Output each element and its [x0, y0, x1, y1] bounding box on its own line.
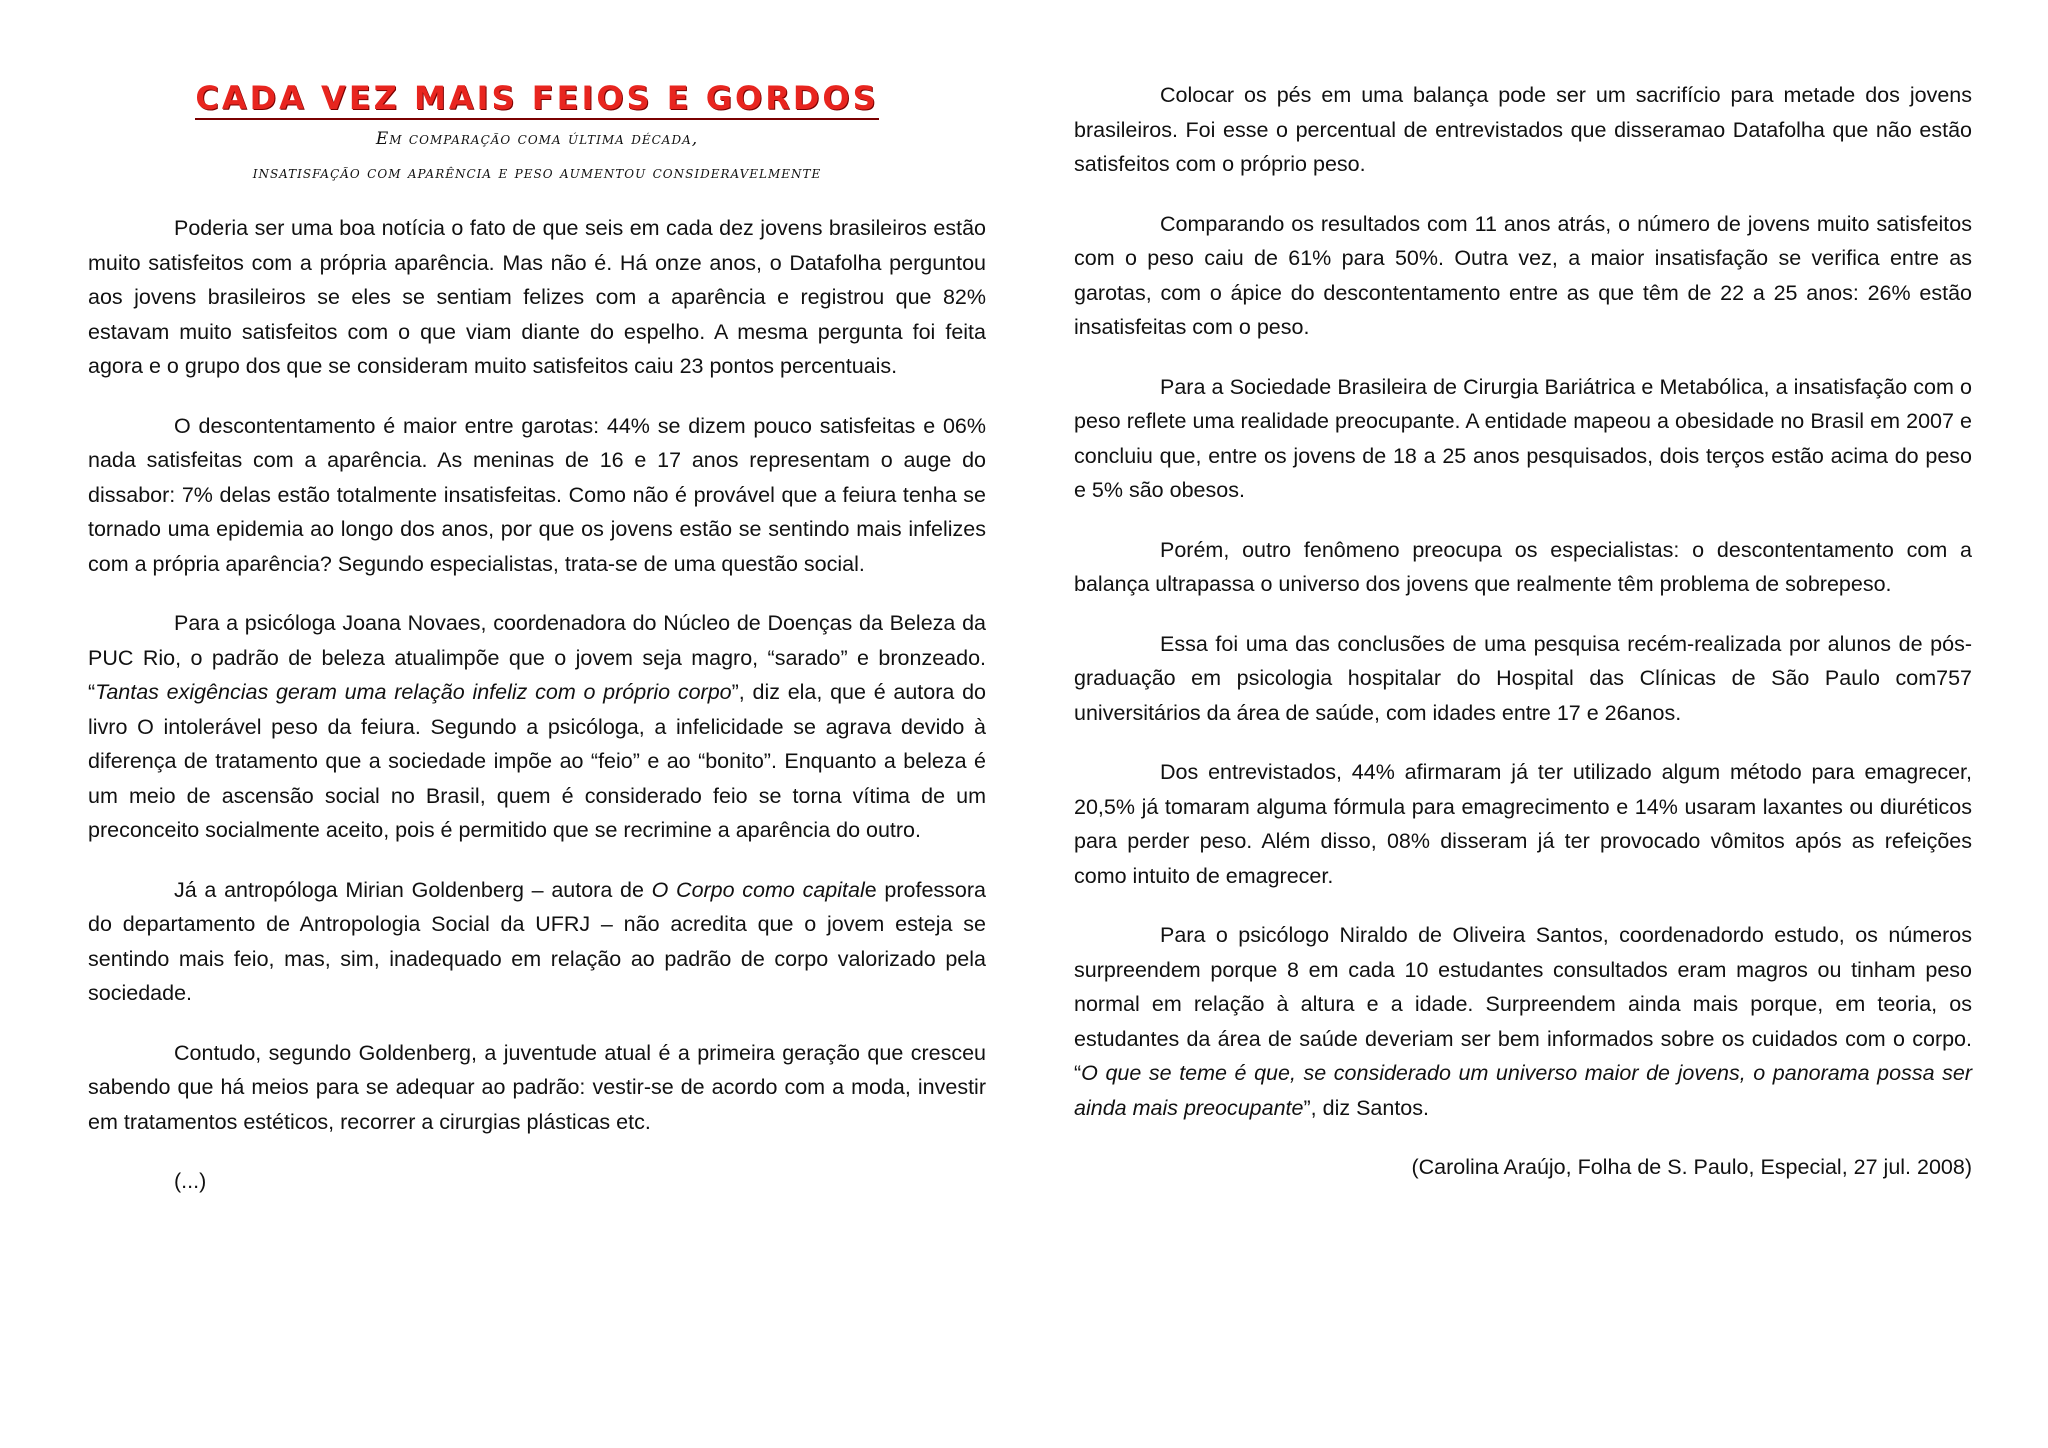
- paragraph-text: e professora do departamento de Antropologia Social da UFRJ – não acredita que o jovem esteja se sentindo mais feio, mas, sim, inadequado em relação ao padrão de corpo valorizado pela sociedade.: [88, 877, 986, 1005]
- paragraph: [88, 606, 986, 848]
- paragraph-text: ”, diz ela, que é autora do livro O intolerável peso da feiura. Segundo a psicóloga, a infelicidade se agrava devido à diferença de tratamento que a sociedade impõe ao “feio” e ao “bonito”. Enquanto a beleza é um meio de ascensão social no Brasil, quem é considerado feio se torna vítima de um preconceito socialmente aceito, pois é permitido que se recrimine a aparência do outro.: [88, 680, 986, 842]
- paragraph: [1074, 918, 1972, 1125]
- ellipsis: (...): [174, 1169, 207, 1193]
- right-column: [1074, 78, 1972, 1185]
- paragraph: Contudo, segundo Goldenberg, a juventude atual é a primeira geração que cresceu sabendo que há meios para se adequar ao padrão: vestir-se de acordo com a moda, investir em tratamentos estéticos, recorrer a cirurgias plásticas etc.: [88, 1040, 986, 1134]
- paragraph: Poderia ser uma boa notícia o fato de que seis em cada dez jovens brasileiros estão muito satisfeitos com a própria aparência. Mas não é. Há onze anos, o Datafolha perguntou aos jovens brasileiros se eles se sentiam felizes com a aparência e registrou que 82% estavam muito satisfeitos com o que viam diante do espelho. A mesma pergunta foi feita agora e o grupo dos que se consideram muito satisfeitos caiu 23 pontos percentuais.: [88, 216, 986, 378]
- paragraph-text: Para a psicóloga Joana Novaes, coordenadora do Núcleo de Doenças da Beleza da PUC Rio, o padrão de beleza atualimpõe que o jovem seja magro, “sarado” e bronzeado. “: [88, 611, 986, 704]
- source-credit: (Carolina Araújo, Folha de S. Paulo, Especial, 27 jul. 2008): [1411, 1155, 1972, 1179]
- left-body: [88, 211, 986, 1199]
- article-title-text: CADA VEZ MAIS FEIOS E GORDOS: [195, 79, 878, 120]
- book-title-italic: O Corpo como capital: [651, 877, 865, 902]
- paragraph: Dos entrevistados, 44% afirmaram já ter utilizado algum método para emagrecer, 20,5% já tomaram alguma fórmula para emagrecimento e 14% usaram laxantes ou diuréticos para perder peso. Além disso, 08% disseram já ter provocado vômitos após as refeições como intuito de emagrecer.: [1074, 760, 1972, 888]
- paragraph: [88, 873, 986, 1011]
- quote-italic: Tantas exigências geram uma relação infeliz com o próprio corpo: [95, 680, 732, 704]
- paragraph: Colocar os pés em uma balança pode ser um sacrifício para metade dos jovens brasileiros. Foi esse o percentual de entrevistados que disseramao Datafolha que não estão satisfeitos com o próprio peso.: [1074, 83, 1972, 176]
- subtitle-line-2: insatisfação com aparência e peso aumentou consideravelmente: [252, 163, 822, 183]
- paragraph: Para a Sociedade Brasileira de Cirurgia Bariátrica e Metabólica, a insatisfação com o peso reflete uma realidade preocupante. A entidade mapeou a obesidade no Brasil em 2007 e concluiu que, entre os jovens de 18 a 25 anos pesquisados, dois terços estão acima do peso e 5% são obesos.: [1074, 374, 1972, 502]
- paragraph-text: Para o psicólogo Niraldo de Oliveira Santos, coordenadordo estudo, os números surpreendem porque 8 em cada 10 estudantes consultados eram magros ou tinham peso normal em relação à altura e a idade. Surpreendem ainda mais porque, em teoria, os estudantes da área de saúde deveriam ser bem informados sobre os cuidados com o corpo. “: [1074, 923, 1972, 1085]
- paragraph: O descontentamento é maior entre garotas: 44% se dizem pouco satisfeitas e 06% nada satisfeitas com a aparência. As meninas de 16 e 17 anos representam o auge do dissabor: 7% delas estão totalmente insatisfeitas. Como não é provável que a feiura tenha se tornado uma epidemia ao longo dos anos, por que os jovens estão se sentindo mais infelizes com a própria aparência? Segundo especialistas, trata-se de uma questão social.: [88, 413, 986, 576]
- subtitle-line-1: Em comparação coma última década,: [375, 129, 699, 149]
- paragraph: Essa foi uma das conclusões de uma pesquisa recém-realizada por alunos de pós-graduação em psicologia hospitalar do Hospital das Clínicas de São Paulo com757 universitários da área de saúde, com idades entre 17 e 26anos.: [1074, 631, 1972, 725]
- paragraph: Comparando os resultados com 11 anos atrás, o número de jovens muito satisfeitos com o peso caiu de 61% para 50%. Outra vez, a maior insatisfação se verifica entre as garotas, com o ápice do descontentamento entre as que têm de 22 a 25 anos: 26% estão insatisfeitas com o peso.: [1074, 211, 1972, 339]
- paragraph-text: ”, diz Santos.: [1303, 1095, 1429, 1120]
- paragraph: Porém, outro fenômeno preocupa os especialistas: o descontentamento com a balança ultrapassa o universo dos jovens que realmente têm problema de sobrepeso.: [1074, 537, 1972, 596]
- quote-italic: O que se teme é que, se considerado um universo maior de jovens, o panorama possa ser ainda mais preocupante: [1074, 1061, 1972, 1120]
- paragraph-text: Já a antropóloga Mirian Goldenberg – autora de: [174, 877, 652, 902]
- article-title: [88, 78, 986, 118]
- left-column: [88, 78, 986, 1199]
